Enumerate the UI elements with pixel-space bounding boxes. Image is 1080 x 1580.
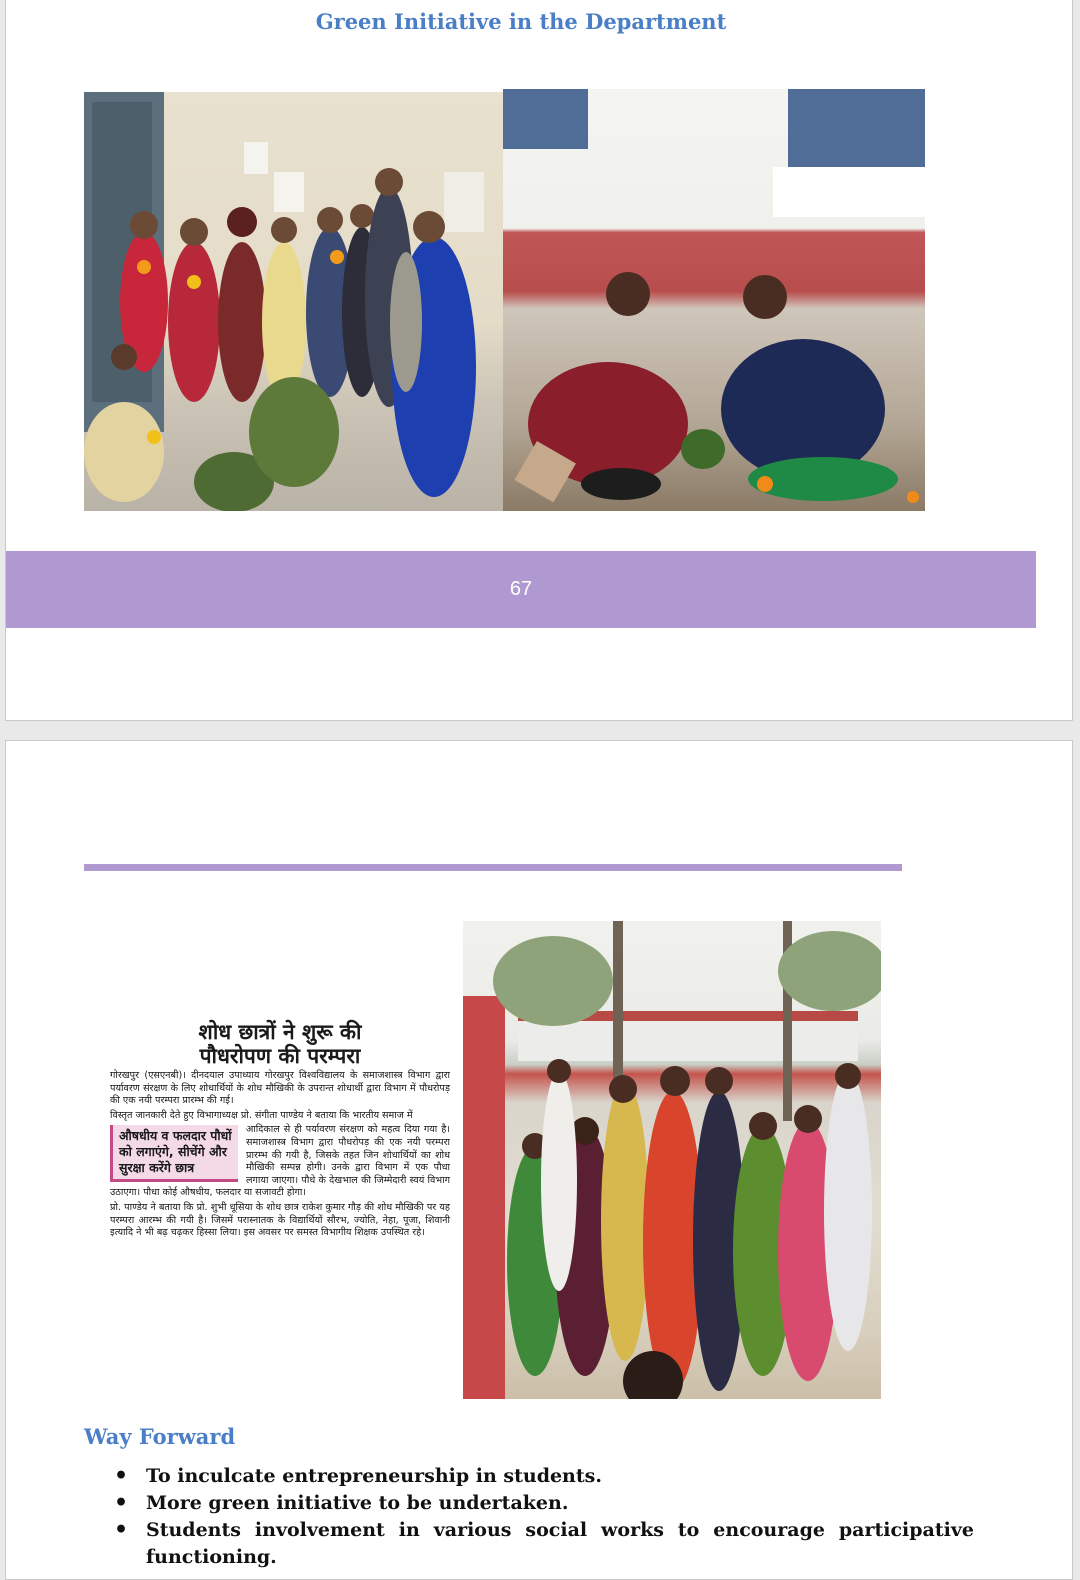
- way-forward-list: [114, 1463, 974, 1571]
- section-heading: Way Forward: [84, 1424, 236, 1449]
- header-divider: [84, 864, 902, 871]
- clipping-paragraph: विस्तृत जानकारी देते हुए विभागाध्यक्ष प्रो. संगीता पाण्डेय ने बताया कि भारतीय समाज में: [110, 1109, 413, 1121]
- page-title: Green Initiative in the Department: [315, 9, 727, 34]
- students-with-plants-photo: [84, 92, 504, 511]
- planting-saplings-photo: [503, 89, 925, 511]
- document-page-67: [5, 0, 1073, 721]
- list-item: • More green initiative to be undertaken.: [114, 1490, 974, 1517]
- clipping-headline: [106, 1020, 454, 1068]
- clipping-paragraph: आदिकाल से ही पर्यावरण संरक्षण को महत्व दिया गया है। समाजशास्त्र विभाग द्वारा पौधरोपड़ की एक नयी परम्परा प्रारम्भ की गयी है, जिसके तहत जिन शोधार्थियों का शोध मौखिकी सम्पन्न होगी। उनके द्वारा विभाग में एक पौधा लगाया जाएगा। पौधे के देखभाल की जिम्मेदारी स्वयं विभाग उठाएगा। पौधा कोई औषधीय, फलदार या सजावटी होगा।: [110, 1124, 450, 1199]
- newspaper-clipping: [106, 1016, 454, 1396]
- list-item: • To inculcate entrepreneurship in students.: [114, 1463, 974, 1490]
- page-number: 67: [509, 578, 533, 600]
- group-photo: [463, 921, 881, 1399]
- document-page-68: [5, 740, 1073, 1580]
- page-footer-band: [6, 551, 1036, 628]
- clipping-highlight-box: औषधीय व फलदार पौधों को लगाएंगे, सीचेंगे और सुरक्षा करेंगे छात्र: [110, 1125, 238, 1182]
- clipping-headline-line2: पौधरोपण की परम्परा: [199, 1044, 361, 1068]
- clipping-headline-line1: शोध छात्रों ने शुरू की: [198, 1020, 362, 1044]
- clipping-paragraph: प्रो. पाण्डेय ने बताया कि प्रो. शुभी धूसिया के शोध छात्र राकेश कुमार गौड़ की शोध मौखिकी पर यह परम्परा आरम्भ की गयी है। जिसमें परास्नातक के विद्यार्थियों सौरभ, ज्योति, नेहा, पूजा, शिवानी इत्यादि ने भी बढ़ चढ़कर हिस्सा लिया। इस अवसर पर समस्त विभागीय शिक्षक उपस्थित रहे।: [110, 1201, 450, 1239]
- list-item: • Students involvement in various social works to encourage participative functioning.: [114, 1517, 974, 1571]
- clipping-paragraph: गोरखपुर (एसएनबी)। दीनदयाल उपाध्याय गोरखपुर विश्वविद्यालय के समाजशास्त्र विभाग द्वारा पर्यावरण संरक्षण के लिए शोधार्थियों के शोध मौखिकी के उपरान्त शोधार्थी द्वारा विभाग में पौधरोपड़ की एक नयी परम्परा प्रारम्भ की गई।: [110, 1070, 450, 1107]
